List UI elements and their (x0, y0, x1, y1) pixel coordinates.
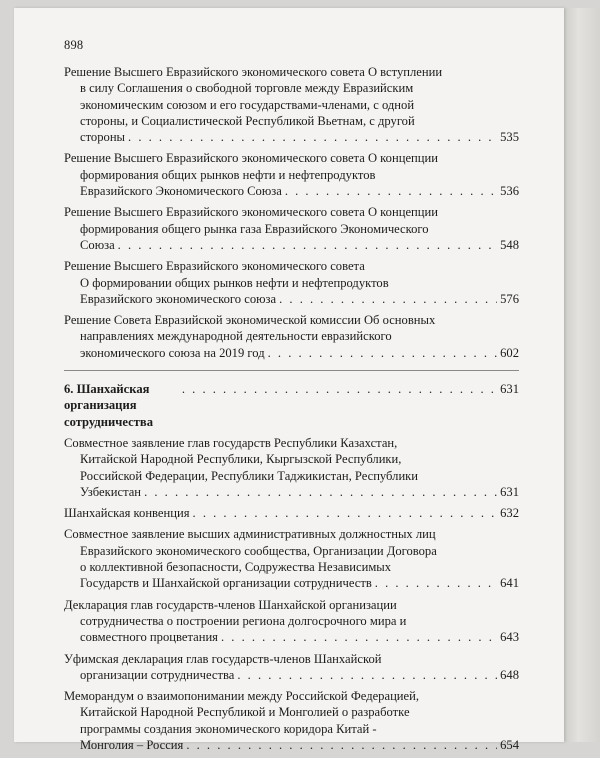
leader-dots (193, 505, 498, 521)
toc-entry[interactable] (64, 204, 519, 253)
toc-entry-last-line: Евразийского экономического союза (80, 291, 277, 306)
toc-group-eaeu (64, 64, 519, 361)
toc-entry-line: Китайской Народной Республики, Кыргызской Республики, (80, 452, 402, 467)
toc-entry-last-line: Государств и Шанхайской организации сотрудничеств (80, 576, 372, 591)
section-title: 6. Шанхайская организация сотрудничества (64, 382, 154, 429)
toc-entry-line: Решение Высшего Евразийского экономического совета О концепции (64, 205, 438, 220)
toc-entry-page: 576 (500, 291, 519, 306)
leader-dots (237, 667, 497, 683)
toc-entry-line: Совместное заявление высших административных должностных лиц (64, 527, 436, 542)
toc-entry[interactable] (64, 597, 519, 646)
section-page: 631 (500, 382, 519, 397)
toc-entry-page: 632 (500, 506, 519, 521)
leader-dots (128, 129, 497, 145)
toc-entry-line: формирования общего рынка газа Евразийского Экономического (80, 221, 429, 236)
toc-entry[interactable] (64, 64, 519, 145)
toc-entry-line: формирования общих рынков нефти и нефтепродуктов (80, 167, 376, 182)
section-divider (64, 370, 519, 371)
toc-entry-line: программы создания экономического коридора Китай - (80, 721, 377, 736)
toc-entry-page: 643 (500, 630, 519, 645)
toc-entry[interactable] (64, 258, 519, 307)
toc-entry[interactable] (64, 688, 519, 753)
toc-entry-line: О формировании общих рынков нефти и нефтепродуктов (80, 275, 389, 290)
toc-entry-line: Решение Высшего Евразийского экономического совета О концепции (64, 151, 438, 166)
toc-entry-line: Решение Высшего Евразийского экономического совета О вступлении (64, 65, 443, 79)
toc-group-sco (64, 435, 519, 753)
toc-entry-line: направлениях международной деятельности евразийского (80, 329, 392, 344)
toc-entry[interactable] (64, 435, 519, 500)
toc-entry-line: Декларация глав государств-членов Шанхайской организации (64, 597, 397, 612)
toc-entry-page: 536 (500, 184, 519, 199)
toc-entry-last-line: организации сотрудничества (80, 667, 235, 682)
toc-entry-page: 641 (500, 576, 519, 591)
toc-entry-line: Уфимская декларация глав государств-членов Шанхайской (64, 651, 382, 666)
leader-dots (221, 629, 497, 645)
toc-entry-last-line: стороны (80, 130, 126, 145)
leader-dots (285, 183, 497, 199)
toc-entry-page: 535 (500, 130, 519, 145)
toc-entry-page: 602 (500, 345, 519, 360)
toc-entry-page: 648 (500, 667, 519, 682)
toc-entry[interactable] (64, 505, 519, 521)
toc-entry-last-line: Узбекистан (80, 484, 142, 499)
toc-entry-line: Меморандум о взаимопонимании между Российской Федерацией, (64, 689, 420, 704)
page-number: 898 (64, 38, 84, 52)
leader-dots (279, 291, 497, 307)
leader-dots (268, 345, 498, 361)
leader-dots (186, 737, 497, 753)
toc-entry[interactable] (64, 526, 519, 591)
toc-entry-last-line: Союза (80, 237, 115, 252)
leader-dots (118, 237, 497, 253)
toc-entry-line: Решение Совета Евразийской экономической комиссии Об основных (64, 313, 436, 328)
toc-entry-line: стороны, и Социалистической Республикой Вьетнам, с другой (80, 113, 415, 128)
leader-dots (375, 575, 497, 591)
toc-entry[interactable] (64, 312, 519, 361)
toc-entry[interactable] (64, 651, 519, 684)
toc-entry-line: экономическим союзом и его государствами-членами, с одной (80, 97, 415, 112)
toc-entry-line: Совместное заявление глав государств Республики Казахстан, (64, 435, 398, 450)
toc-section-heading[interactable] (64, 381, 519, 430)
book-page-edge (564, 8, 600, 742)
toc-entry-page: 548 (500, 237, 519, 252)
toc-entry-page: 654 (500, 737, 519, 752)
toc-entry-line: Решение Высшего Евразийского экономического совета (64, 259, 365, 274)
toc-entry-last-line: совместного процветания (80, 630, 218, 645)
toc-entry-line: Китайской Народной Республикой и Монголией о разработке (80, 705, 410, 720)
toc-entry-line: в силу Соглашения о свободной торговле между Евразийским (80, 81, 414, 96)
toc-entry-line: Евразийского экономического сообщества, Организации Договора (80, 543, 437, 558)
toc-entry-last-line: Монголия – Россия (80, 737, 184, 752)
toc-entry[interactable] (64, 150, 519, 199)
toc-entry-line: сотрудничества о построении региона долгосрочного мира и (80, 613, 407, 628)
leader-dots (144, 484, 497, 500)
toc-entry-last-line: экономического союза на 2019 год (80, 345, 265, 360)
toc-entry-page: 631 (500, 484, 519, 499)
toc-entry-line: Российской Федерации, Республики Таджикистан, Республики (80, 468, 419, 483)
leader-dots (182, 381, 497, 397)
toc-entry-last-line: Евразийского Экономического Союза (80, 184, 282, 199)
toc-entry-line: о коллективной безопасности, Содружества Независимых (80, 560, 392, 575)
table-of-contents (64, 64, 519, 758)
toc-entry-last-line: Шанхайская конвенция (64, 506, 190, 521)
